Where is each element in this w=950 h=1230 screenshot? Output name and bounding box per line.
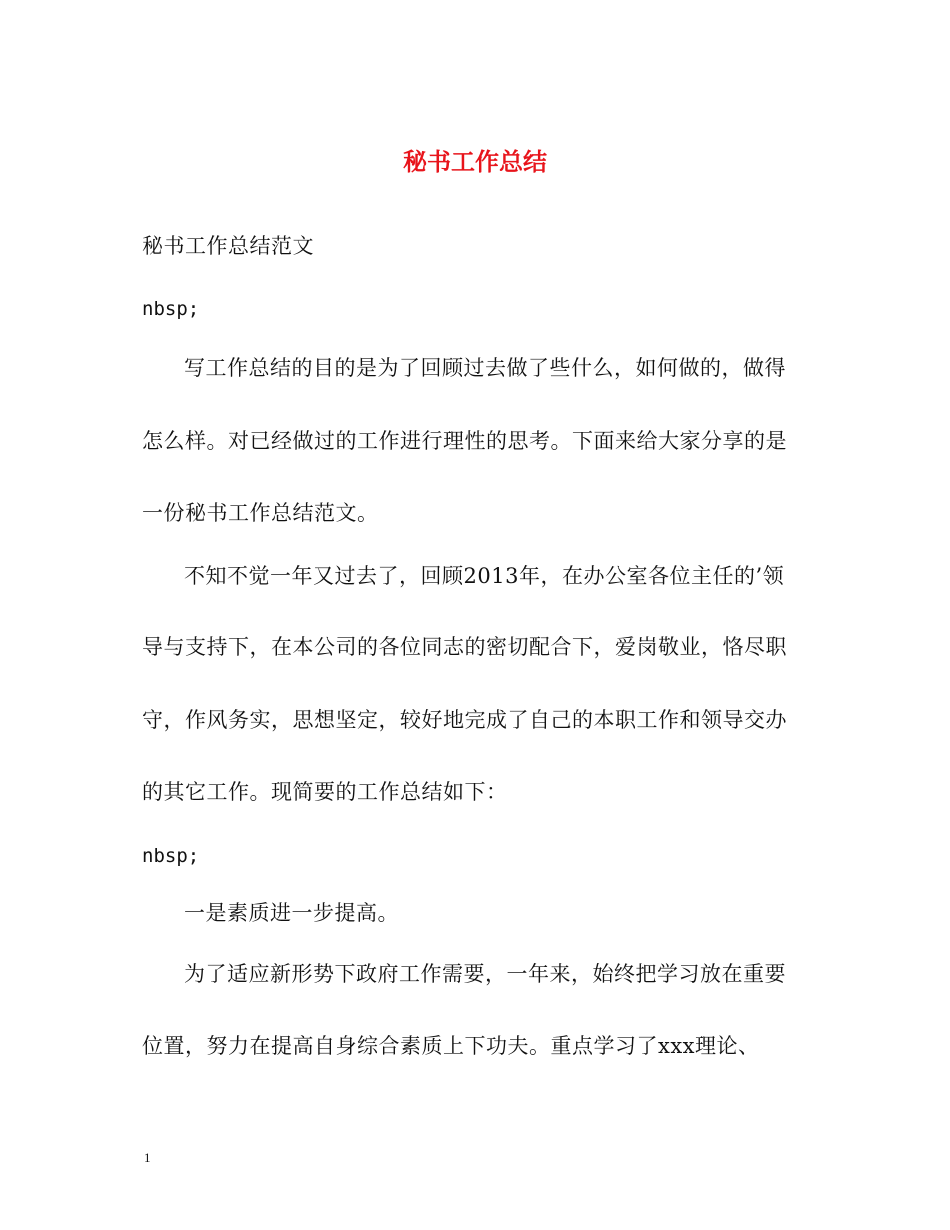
document-subtitle: 秘书工作总结范文 <box>142 234 314 258</box>
paragraph-line: 的其它工作。现简要的工作总结如下： <box>142 780 508 804</box>
paragraph-line: 位置，努力在提高自身综合素质上下功夫。重点学习了xxx理论、 <box>142 1034 760 1058</box>
paragraph-line: 一份秘书工作总结范文。 <box>142 501 379 525</box>
section-heading: 一是素质进一步提高。 <box>184 901 399 925</box>
paragraph-line: 导与支持下，在本公司的各位同志的密切配合下，爱岗敬业，恪尽职 <box>142 635 787 659</box>
paragraph-line: 写工作总结的目的是为了回顾过去做了些什么，如何做的，做得 <box>184 356 786 380</box>
paragraph-line: 不知不觉一年又过去了，回顾2013年，在办公室各位主任的’领 <box>184 564 785 588</box>
paragraph-line: 为了适应新形势下政府工作需要，一年来，始终把学习放在重要 <box>184 962 786 986</box>
page-number: 1 <box>144 1150 151 1165</box>
paragraph-line: 怎么样。对已经做过的工作进行理性的思考。下面来给大家分享的是 <box>142 429 787 453</box>
nbsp-text: nbsp; <box>142 298 200 320</box>
paragraph-line: 守，作风务实，思想坚定，较好地完成了自己的本职工作和领导交办 <box>142 708 787 732</box>
document-title: 秘书工作总结 <box>403 147 547 176</box>
nbsp-text: nbsp; <box>142 845 200 867</box>
